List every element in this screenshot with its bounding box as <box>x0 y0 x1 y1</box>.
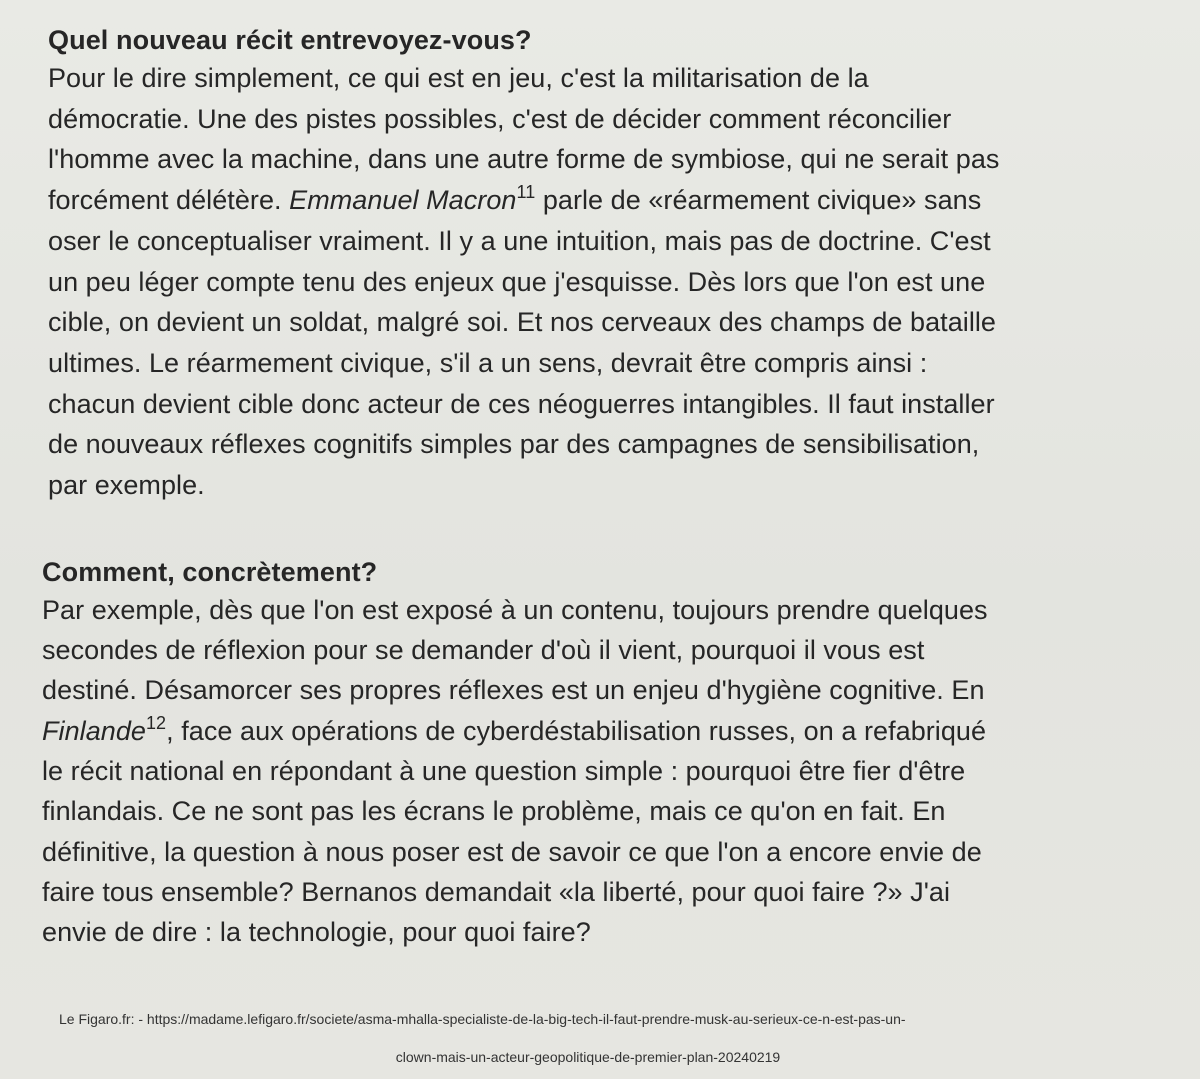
text-line: par exemple. <box>48 470 205 501</box>
text-line: le récit national en répondant à une question simple : pourquoi être fier d'être <box>42 755 966 786</box>
interview-section-2 <box>42 554 1182 953</box>
text-line: l'homme avec la machine, dans une autre forme de symbiose, qui ne serait pas <box>48 144 1000 175</box>
interview-section-1 <box>48 22 1182 506</box>
text-line: cible, on devient un soldat, malgré soi. Et nos cerveaux des champs de bataille <box>48 307 996 338</box>
text-line: démocratie. Une des pistes possibles, c'est de décider comment réconcilier <box>48 103 952 134</box>
text-line: Par exemple, dès que l'on est exposé à un contenu, toujours prendre quelques <box>42 594 988 625</box>
footnote-marker: 12 <box>145 712 167 733</box>
question-heading-1: Quel nouveau récit entrevoyez-vous? <box>48 25 532 55</box>
text-line: finlandais. Ce ne sont pas les écrans le problème, mais ce qu'on en fait. En <box>42 796 946 827</box>
article-page <box>42 22 1182 952</box>
text-line: oser le conceptualiser vraiment. Il y a une intuition, mais pas de doctrine. C'est <box>48 225 991 256</box>
person-name: Emmanuel Macron <box>289 185 517 216</box>
text-line: Pour le dire simplement, ce qui est en jeu, c'est la militarisation de la <box>48 63 869 93</box>
text-line: envie de dire : la technologie, pour quoi faire? <box>42 917 591 948</box>
source-citation-line-2: clown-mais-un-acteur-geopolitique-de-premier-plan-20240219 <box>395 1049 781 1065</box>
text-line: chacun devient cible donc acteur de ces néoguerres intangibles. Il faut installer <box>48 388 995 419</box>
footnote-marker: 11 <box>516 182 536 203</box>
text-segment: , face aux opérations de cyberdéstabilisation russes, on a refabriqué <box>166 715 987 746</box>
text-line-with-reference <box>42 711 1182 751</box>
source-citation-line-1: Le Figaro.fr: - https://madame.lefigaro.fr/societe/asma-mhalla-specialiste-de-la-big-tech-il-faut-prendre-musk-au-serieux-ce-n-est-pas-un- <box>59 1011 906 1027</box>
text-segment: forcément délétère. <box>48 185 290 216</box>
text-line: de nouveaux réflexes cognitifs simples par des campagnes de sensibilisation, <box>48 429 980 460</box>
answer-paragraph-1 <box>48 58 1182 506</box>
text-line: ultimes. Le réarmement civique, s'il a un sens, devrait être compris ainsi : <box>48 347 928 378</box>
text-line-with-reference <box>48 180 1182 221</box>
country-name: Finlande <box>42 715 146 746</box>
text-line: un peu léger compte tenu des enjeux que j'esquisse. Dès lors que l'on est une <box>48 266 986 297</box>
text-line: destiné. Désamorcer ses propres réflexes est un enjeu d'hygiène cognitive. En <box>42 675 985 706</box>
text-line: faire tous ensemble? Bernanos demandait «la liberté, pour quoi faire ?» J'ai <box>42 876 951 907</box>
question-heading-2: Comment, concrètement? <box>42 556 378 587</box>
text-segment: parle de «réarmement civique» sans <box>535 185 982 216</box>
text-line: secondes de réflexion pour se demander d'où il vient, pourquoi il vous est <box>42 635 925 666</box>
text-line: définitive, la question à nous poser est de savoir ce que l'on a encore envie de <box>42 836 982 867</box>
answer-paragraph-2 <box>42 590 1182 953</box>
